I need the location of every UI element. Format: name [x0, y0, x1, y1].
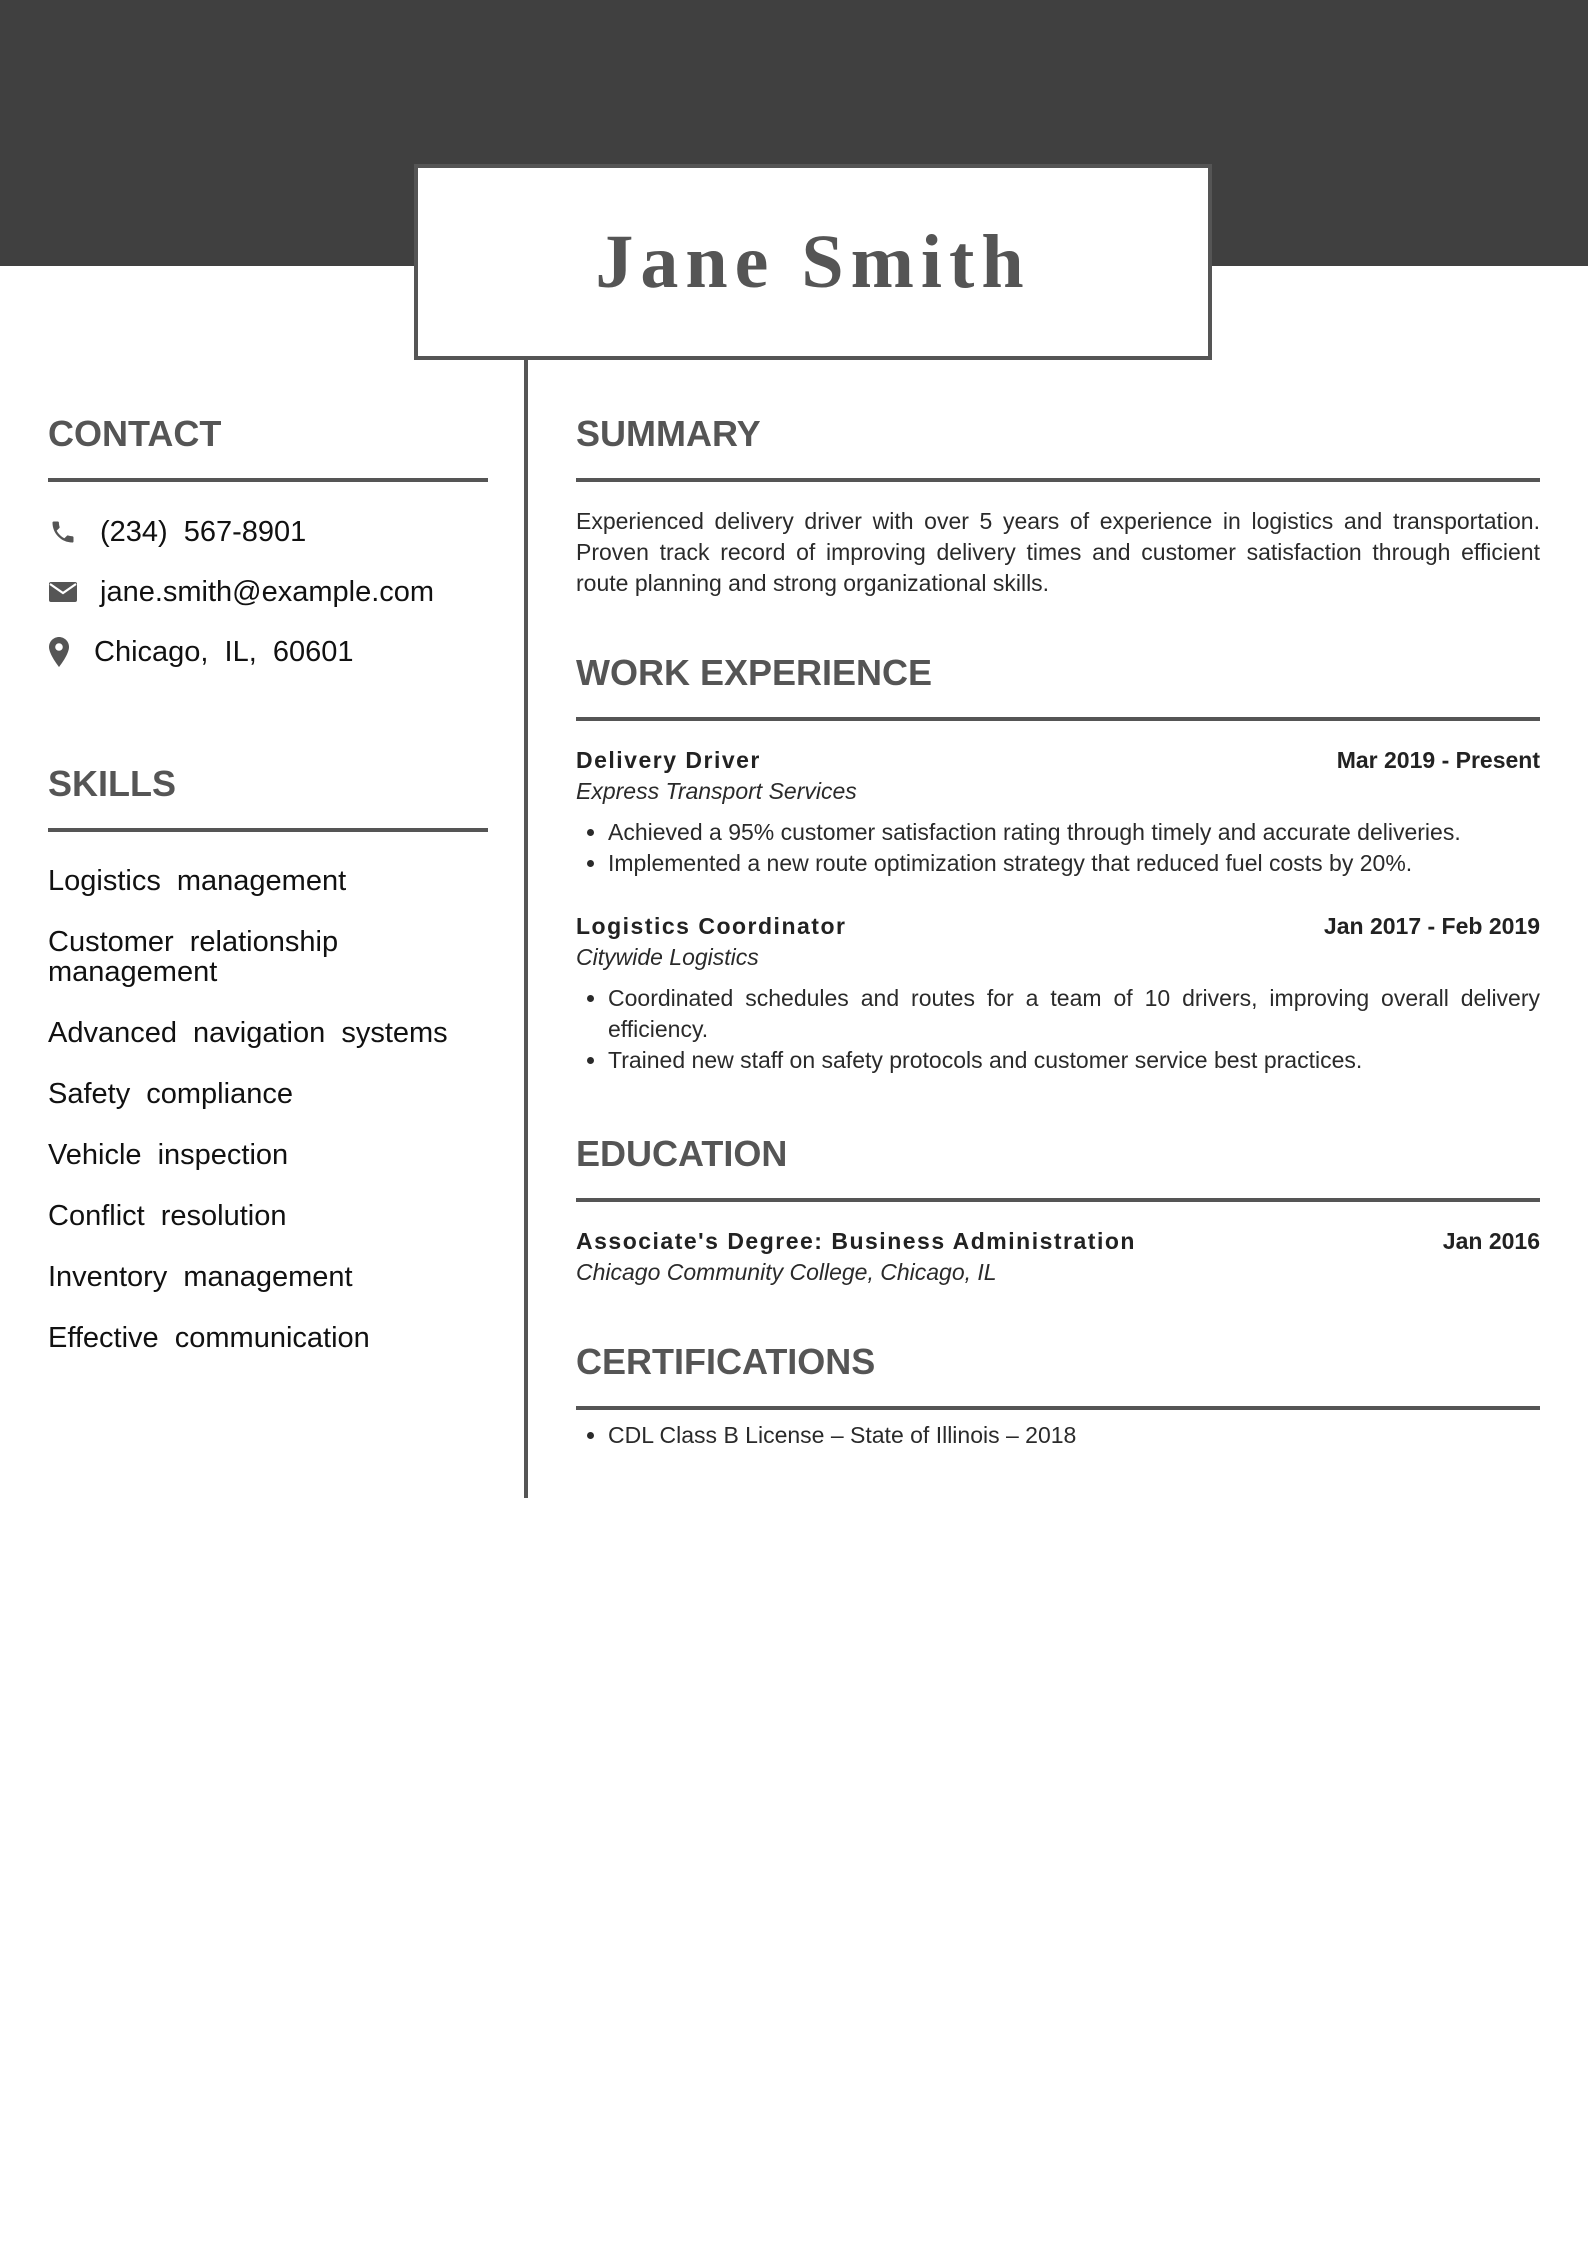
- certifications-section: [576, 1342, 1540, 1451]
- job-bullets: [576, 817, 1540, 879]
- certifications-title: CERTIFICATIONS: [576, 1341, 876, 1382]
- skills-list: [48, 854, 488, 1372]
- map-pin-icon: [48, 637, 70, 667]
- summary-section: [576, 414, 1540, 599]
- job-title: Logistics Coordinator: [576, 913, 847, 939]
- certifications-rule: [576, 1406, 1540, 1410]
- job-company: Citywide Logistics: [576, 944, 759, 970]
- contact-phone: [48, 502, 488, 562]
- contact-list: [48, 502, 488, 682]
- name-box: [414, 164, 1212, 360]
- contact-rule: [48, 478, 488, 482]
- contact-location: [48, 622, 488, 682]
- education-rule: [576, 1198, 1540, 1202]
- job-bullet: • Coordinated schedules and routes for a team of 10 drivers, improving overall delivery efficiency.: [608, 983, 1540, 1045]
- degree-title: Associate's Degree: Business Administration: [576, 1228, 1136, 1254]
- skill-item: Advanced navigation systems: [48, 1017, 448, 1049]
- skill-item: Customer relationship management: [48, 926, 339, 988]
- skill-item: Effective communication: [48, 1322, 370, 1354]
- left-column: [48, 414, 488, 1372]
- job-bullet: • Implemented a new route optimization strategy that reduced fuel costs by 20%.: [608, 848, 1540, 879]
- degree-date: Jan 2016: [1442, 1228, 1540, 1254]
- experience-rule: [576, 717, 1540, 721]
- certification-item: • CDL Class B License – State of Illinois – 2018: [608, 1420, 1540, 1451]
- job-title: Delivery Driver: [576, 747, 761, 773]
- job-entry: [576, 911, 1540, 1076]
- education-entry: [576, 1226, 1540, 1288]
- skills-title: SKILLS: [48, 763, 177, 804]
- skills-section: [48, 764, 488, 1372]
- skill-item: Inventory management: [48, 1261, 353, 1293]
- contact-section: [48, 414, 488, 682]
- contact-email: [48, 562, 488, 622]
- job-bullets: [576, 983, 1540, 1076]
- email-text: jane.smith@example.com: [100, 575, 435, 608]
- job-bullet: • Trained new staff on safety protocols and customer service best practices.: [608, 1045, 1540, 1076]
- envelope-icon: [48, 577, 78, 607]
- education-section: [576, 1134, 1540, 1288]
- education-title: EDUCATION: [576, 1133, 788, 1174]
- summary-text: Experienced delivery driver with over 5 years of experience in logistics and transportation. Proven track record of improving delivery times and customer satisfaction through efficient route planning and strong organizational skills.: [576, 508, 1540, 596]
- certifications-list: [576, 1420, 1540, 1451]
- job-dates: Jan 2017 - Feb 2019: [1323, 913, 1540, 939]
- phone-icon: [48, 517, 78, 547]
- skill-item: Logistics management: [48, 865, 347, 897]
- job-entry: [576, 745, 1540, 879]
- phone-text: (234) 567-8901: [100, 515, 307, 548]
- skills-rule: [48, 828, 488, 832]
- contact-title: CONTACT: [48, 413, 222, 454]
- education-header: [576, 1226, 1540, 1256]
- school-name: Chicago Community College, Chicago, IL: [576, 1259, 997, 1285]
- job-header: [576, 745, 1540, 775]
- location-text: Chicago, IL, 60601: [94, 635, 354, 668]
- job-header: [576, 911, 1540, 941]
- job-company: Express Transport Services: [576, 778, 857, 804]
- column-divider: [524, 360, 528, 1498]
- job-dates: Mar 2019 - Present: [1336, 747, 1540, 773]
- experience-title: WORK EXPERIENCE: [576, 652, 933, 693]
- skill-item: Vehicle inspection: [48, 1139, 289, 1171]
- summary-title: SUMMARY: [576, 413, 761, 454]
- summary-rule: [576, 478, 1540, 482]
- skill-item: Safety compliance: [48, 1078, 293, 1110]
- experience-section: [576, 653, 1540, 1076]
- right-column: [576, 414, 1540, 1451]
- candidate-name: Jane Smith: [595, 219, 1031, 304]
- job-bullet: • Achieved a 95% customer satisfaction rating through timely and accurate deliveries.: [608, 817, 1540, 848]
- skill-item: Conflict resolution: [48, 1200, 287, 1232]
